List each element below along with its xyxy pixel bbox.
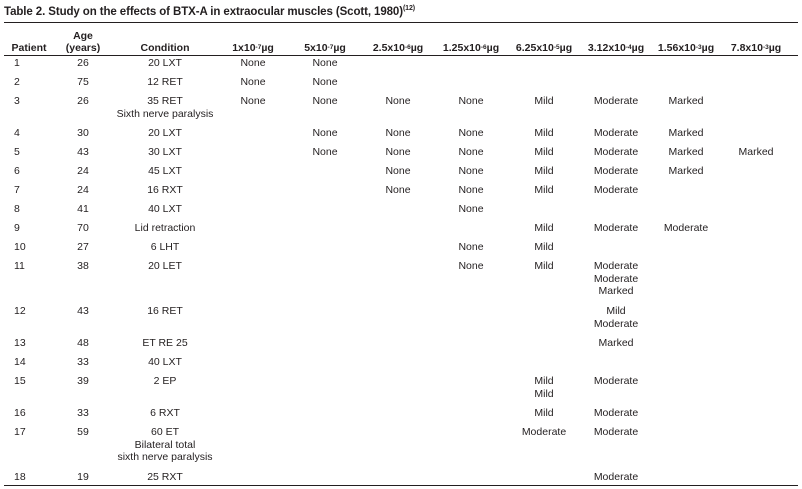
- cell-condition: [105, 260, 225, 273]
- cell-age: [68, 165, 98, 178]
- cell-dose-5: [508, 184, 580, 197]
- cell-age: [68, 471, 98, 484]
- header-dose-8: [724, 24, 788, 54]
- header-dose-base: 1.25x10: [442, 42, 481, 54]
- cell-patient: [14, 76, 44, 89]
- header-dose-5: [508, 24, 580, 54]
- cell-age: [68, 407, 98, 420]
- header-dose-4: [436, 24, 506, 54]
- cell-patient-text: 6: [14, 165, 20, 177]
- cell-dose-6-text: Moderate: [593, 146, 639, 158]
- header-dose-unit: µg: [701, 42, 715, 54]
- header-dose-unit: µg: [410, 42, 424, 54]
- cell-condition-text: 16 RET: [147, 305, 183, 317]
- header-dose-unit: µg: [486, 42, 500, 54]
- cell-patient-text: 1: [14, 57, 20, 69]
- cell-condition-text: 16 RXT: [147, 184, 183, 196]
- cell-dose-6-text: Moderate: [593, 375, 639, 387]
- cell-condition: [105, 127, 225, 140]
- cell-dose-4: [436, 95, 506, 108]
- cell-patient-text: 17: [14, 426, 26, 438]
- header-dose-exponent: -3: [762, 44, 769, 51]
- cell-age-text: 43: [77, 305, 89, 317]
- cell-age: [68, 375, 98, 388]
- cell-dose-2: [295, 76, 355, 89]
- cell-dose-6-text: Moderate: [593, 407, 639, 419]
- cell-patient: [14, 222, 44, 235]
- cell-patient-text: 14: [14, 356, 26, 368]
- cell-condition: [105, 337, 225, 350]
- cell-patient-text: 16: [14, 407, 26, 419]
- cell-dose-6: [580, 165, 652, 178]
- cell-condition-text: 45 LXT: [148, 165, 182, 177]
- cell-condition: [105, 426, 225, 464]
- header-dose-unit: µg: [631, 42, 645, 54]
- cell-patient: [14, 407, 44, 420]
- cell-dose-4: [436, 260, 506, 273]
- header-rule: [4, 55, 798, 56]
- cell-patient: [14, 203, 44, 216]
- cell-patient-text: 2: [14, 76, 20, 88]
- cell-condition: [105, 203, 225, 216]
- cell-patient-text: 3: [14, 95, 20, 107]
- cell-condition-text: 6 LHT: [150, 241, 180, 253]
- cell-age: [68, 222, 98, 235]
- cell-dose-4-text: None: [458, 241, 484, 253]
- cell-dose-1-text: None: [240, 76, 266, 88]
- header-dose-base: 7.8x10: [730, 42, 763, 54]
- cell-condition: [105, 375, 225, 388]
- caption-reference: (12): [402, 5, 415, 12]
- cell-condition: [105, 165, 225, 178]
- header-dose-exponent: -7: [327, 44, 334, 51]
- cell-age-text: 41: [77, 203, 89, 215]
- cell-age-text: 33: [77, 407, 89, 419]
- cell-age-text: 39: [77, 375, 89, 387]
- bottom-rule: [4, 485, 798, 486]
- cell-patient: [14, 146, 44, 159]
- cell-dose-4: [436, 165, 506, 178]
- cell-patient: [14, 184, 44, 197]
- cell-dose-7-text: Marked: [668, 127, 704, 139]
- cell-dose-6-text: Marked: [598, 285, 634, 297]
- cell-condition-text: ET RE 25: [142, 337, 188, 349]
- cell-dose-7-text: Marked: [668, 146, 704, 158]
- cell-patient-text: 13: [14, 337, 26, 349]
- cell-dose-5-text: Mild: [534, 241, 554, 253]
- cell-condition-text: 2 EP: [153, 375, 177, 387]
- cell-age-text: 24: [77, 165, 89, 177]
- cell-condition: [105, 407, 225, 420]
- cell-dose-7-text: Marked: [668, 165, 704, 177]
- cell-dose-5-text: Mild: [534, 222, 554, 234]
- cell-dose-5-text: Mild: [534, 260, 554, 272]
- cell-dose-4-text: None: [458, 260, 484, 272]
- header-dose-exponent: -7: [255, 44, 262, 51]
- cell-dose-4: [436, 127, 506, 140]
- cell-age: [68, 260, 98, 273]
- cell-dose-5: [508, 165, 580, 178]
- cell-dose-4: [436, 146, 506, 159]
- header-dose-base: 2.5x10: [372, 42, 405, 54]
- cell-age-text: 33: [77, 356, 89, 368]
- header-age: [60, 24, 106, 54]
- cell-age-text: 26: [77, 95, 89, 107]
- cell-dose-6: [580, 260, 652, 298]
- cell-condition: [105, 305, 225, 318]
- cell-dose-2-text: None: [312, 95, 338, 107]
- cell-dose-5: [508, 241, 580, 254]
- header-dose-1: [224, 24, 282, 54]
- cell-dose-6: [580, 471, 652, 484]
- cell-dose-2: [295, 57, 355, 70]
- cell-dose-3: [366, 146, 430, 159]
- table-caption: [4, 5, 415, 18]
- cell-patient: [14, 426, 44, 439]
- cell-age: [68, 305, 98, 318]
- cell-dose-4: [436, 184, 506, 197]
- cell-age-text: 75: [77, 76, 89, 88]
- cell-condition-text: Sixth nerve paralysis: [116, 107, 214, 120]
- cell-dose-4-text: None: [458, 203, 484, 215]
- cell-patient: [14, 305, 44, 318]
- cell-patient-text: 4: [14, 127, 20, 139]
- header-dose-exponent: -5: [553, 44, 560, 51]
- header-dose-unit: µg: [768, 42, 782, 54]
- cell-condition: [105, 146, 225, 159]
- cell-dose-7: [652, 165, 720, 178]
- cell-dose-5-text: Mild: [534, 407, 554, 419]
- cell-condition-text: 20 LET: [148, 260, 182, 272]
- cell-patient: [14, 375, 44, 388]
- cell-dose-6-text: Marked: [598, 337, 634, 349]
- cell-age-text: 27: [77, 241, 89, 253]
- cell-dose-5-text: Moderate: [521, 426, 567, 438]
- cell-age-text: 59: [77, 426, 89, 438]
- cell-dose-5: [508, 222, 580, 235]
- cell-dose-7-text: Moderate: [663, 222, 709, 234]
- cell-dose-6-text: Moderate: [593, 317, 639, 330]
- header-dose-unit: µg: [261, 42, 274, 54]
- cell-dose-5: [508, 127, 580, 140]
- cell-dose-5: [508, 146, 580, 159]
- cell-dose-6: [580, 146, 652, 159]
- cell-condition: [105, 356, 225, 369]
- cell-dose-6: [580, 426, 652, 439]
- cell-age-text: 19: [77, 471, 89, 483]
- cell-patient-text: 18: [14, 471, 26, 483]
- cell-dose-3: [366, 165, 430, 178]
- cell-age: [68, 356, 98, 369]
- cell-age: [68, 76, 98, 89]
- cell-condition-text: 6 RXT: [150, 407, 180, 419]
- header-dose-exponent: -6: [480, 44, 487, 51]
- cell-dose-5: [508, 407, 580, 420]
- cell-age-text: 70: [77, 222, 89, 234]
- cell-dose-2: [295, 95, 355, 108]
- cell-dose-6-text: Moderate: [593, 165, 639, 177]
- cell-patient: [14, 471, 44, 484]
- cell-dose-3-text: None: [385, 127, 411, 139]
- cell-dose-7-text: Marked: [668, 95, 704, 107]
- cell-dose-6: [580, 375, 652, 388]
- cell-condition-text: 12 RET: [147, 76, 183, 88]
- caption-text: Table 2. Study on the effects of BTX-A in extraocular muscles (Scott, 1980): [4, 6, 403, 18]
- cell-dose-5-text: Mild: [534, 95, 554, 107]
- cell-condition-text: 35 RET: [147, 95, 183, 107]
- cell-age-text: 30: [77, 127, 89, 139]
- cell-patient-text: 5: [14, 146, 20, 158]
- cell-dose-7: [652, 127, 720, 140]
- cell-dose-8-text: Marked: [738, 146, 774, 158]
- cell-age-text: 43: [77, 146, 89, 158]
- cell-dose-3-text: None: [385, 165, 411, 177]
- cell-condition-text: 60 ET: [150, 426, 179, 438]
- header-dose-3: [366, 24, 430, 54]
- cell-patient-text: 7: [14, 184, 20, 196]
- cell-dose-2-text: None: [312, 76, 338, 88]
- cell-condition-text: 25 RXT: [147, 471, 183, 483]
- cell-patient: [14, 127, 44, 140]
- cell-dose-6-text: Moderate: [593, 272, 639, 285]
- cell-dose-5: [508, 426, 580, 439]
- cell-dose-4-text: None: [458, 184, 484, 196]
- header-dose-2: [295, 24, 355, 54]
- cell-patient: [14, 57, 44, 70]
- cell-condition-text: 40 LXT: [148, 356, 182, 368]
- header-age-line1: Age: [73, 30, 93, 42]
- cell-dose-3: [366, 95, 430, 108]
- cell-dose-6: [580, 95, 652, 108]
- cell-dose-5-text: Mild: [534, 387, 554, 400]
- header-dose-base: 6.25x10: [515, 42, 554, 54]
- cell-dose-2: [295, 146, 355, 159]
- header-condition-label: Condition: [140, 42, 190, 54]
- header-dose-base: 1x10: [232, 42, 256, 54]
- cell-patient: [14, 260, 44, 273]
- cell-condition-text: Bilateral total: [134, 438, 196, 451]
- cell-dose-4-text: None: [458, 127, 484, 139]
- cell-condition: [105, 471, 225, 484]
- cell-dose-5-text: Mild: [534, 127, 554, 139]
- header-dose-exponent: -4: [625, 44, 632, 51]
- cell-age: [68, 57, 98, 70]
- cell-patient-text: 8: [14, 203, 20, 215]
- header-dose-unit: µg: [559, 42, 573, 54]
- cell-dose-6: [580, 407, 652, 420]
- cell-condition-text: 40 LXT: [148, 203, 182, 215]
- cell-dose-7: [652, 95, 720, 108]
- cell-age: [68, 426, 98, 439]
- cell-patient: [14, 337, 44, 350]
- cell-dose-4: [436, 241, 506, 254]
- cell-dose-7: [652, 146, 720, 159]
- cell-patient-text: 15: [14, 375, 26, 387]
- cell-dose-2-text: None: [312, 57, 338, 69]
- header-dose-exponent: -6: [404, 44, 411, 51]
- header-dose-base: 5x10: [304, 42, 328, 54]
- cell-dose-5-text: Mild: [534, 375, 554, 387]
- cell-condition-text: 20 LXT: [148, 57, 182, 69]
- cell-dose-6: [580, 337, 652, 350]
- cell-dose-3-text: None: [385, 146, 411, 158]
- cell-dose-6-text: Moderate: [593, 222, 639, 234]
- cell-dose-6-text: Moderate: [593, 426, 639, 438]
- cell-dose-3-text: None: [385, 95, 411, 107]
- cell-dose-7: [652, 222, 720, 235]
- cell-patient-text: 11: [14, 260, 25, 272]
- header-patient: [4, 24, 54, 54]
- cell-dose-5-text: Mild: [534, 184, 554, 196]
- cell-patient: [14, 95, 44, 108]
- cell-patient-text: 9: [14, 222, 20, 234]
- header-patient-label: Patient: [11, 42, 47, 54]
- cell-dose-1: [224, 95, 282, 108]
- cell-age-text: 26: [77, 57, 89, 69]
- cell-dose-6: [580, 222, 652, 235]
- cell-dose-6-text: Moderate: [593, 127, 639, 139]
- cell-dose-1: [224, 76, 282, 89]
- cell-patient: [14, 165, 44, 178]
- cell-dose-2-text: None: [312, 146, 338, 158]
- cell-age: [68, 146, 98, 159]
- cell-dose-1: [224, 57, 282, 70]
- cell-patient-text: 12: [14, 305, 26, 317]
- header-condition: [105, 24, 225, 54]
- cell-age-text: 24: [77, 184, 89, 196]
- cell-condition: [105, 76, 225, 89]
- cell-age: [68, 203, 98, 216]
- cell-dose-6-text: Moderate: [593, 95, 639, 107]
- cell-dose-5: [508, 95, 580, 108]
- cell-condition: [105, 241, 225, 254]
- cell-condition-text: 20 LXT: [148, 127, 182, 139]
- cell-dose-4: [436, 203, 506, 216]
- cell-dose-3-text: None: [385, 184, 411, 196]
- cell-dose-6: [580, 184, 652, 197]
- cell-condition: [105, 184, 225, 197]
- cell-dose-6-text: Moderate: [593, 471, 639, 483]
- cell-age-text: 48: [77, 337, 89, 349]
- cell-dose-1-text: None: [240, 57, 266, 69]
- cell-patient: [14, 241, 44, 254]
- cell-condition-text: sixth nerve paralysis: [117, 451, 213, 463]
- cell-condition: [105, 57, 225, 70]
- cell-dose-6-text: Moderate: [593, 260, 639, 272]
- cell-condition-text: Lid retraction: [134, 222, 196, 234]
- cell-dose-5: [508, 375, 580, 400]
- cell-dose-8: [724, 146, 788, 159]
- cell-dose-6: [580, 127, 652, 140]
- cell-dose-3: [366, 127, 430, 140]
- cell-dose-5-text: Mild: [534, 165, 554, 177]
- cell-dose-6-text: Moderate: [593, 184, 639, 196]
- cell-dose-3: [366, 184, 430, 197]
- cell-dose-4-text: None: [458, 165, 484, 177]
- header-dose-7: [652, 24, 720, 54]
- cell-age: [68, 337, 98, 350]
- cell-dose-6: [580, 305, 652, 330]
- cell-condition-text: 30 LXT: [148, 146, 182, 158]
- cell-condition: [105, 95, 225, 120]
- cell-dose-5-text: Mild: [534, 146, 554, 158]
- header-dose-base: 1.56x10: [657, 42, 696, 54]
- cell-dose-5: [508, 260, 580, 273]
- cell-dose-6-text: Mild: [606, 305, 626, 317]
- cell-age-text: 38: [77, 260, 89, 272]
- cell-patient: [14, 356, 44, 369]
- cell-age: [68, 95, 98, 108]
- cell-dose-4-text: None: [458, 146, 484, 158]
- cell-condition: [105, 222, 225, 235]
- cell-patient-text: 10: [14, 241, 26, 253]
- header-dose-base: 3.12x10: [587, 42, 626, 54]
- cell-dose-2: [295, 127, 355, 140]
- header-dose-6: [580, 24, 652, 54]
- header-age-line2: (years): [65, 42, 101, 54]
- cell-dose-1-text: None: [240, 95, 266, 107]
- cell-age: [68, 241, 98, 254]
- cell-age: [68, 127, 98, 140]
- header-dose-unit: µg: [333, 42, 346, 54]
- cell-dose-2-text: None: [312, 127, 338, 139]
- cell-dose-4-text: None: [458, 95, 484, 107]
- header-dose-exponent: -3: [695, 44, 702, 51]
- cell-age: [68, 184, 98, 197]
